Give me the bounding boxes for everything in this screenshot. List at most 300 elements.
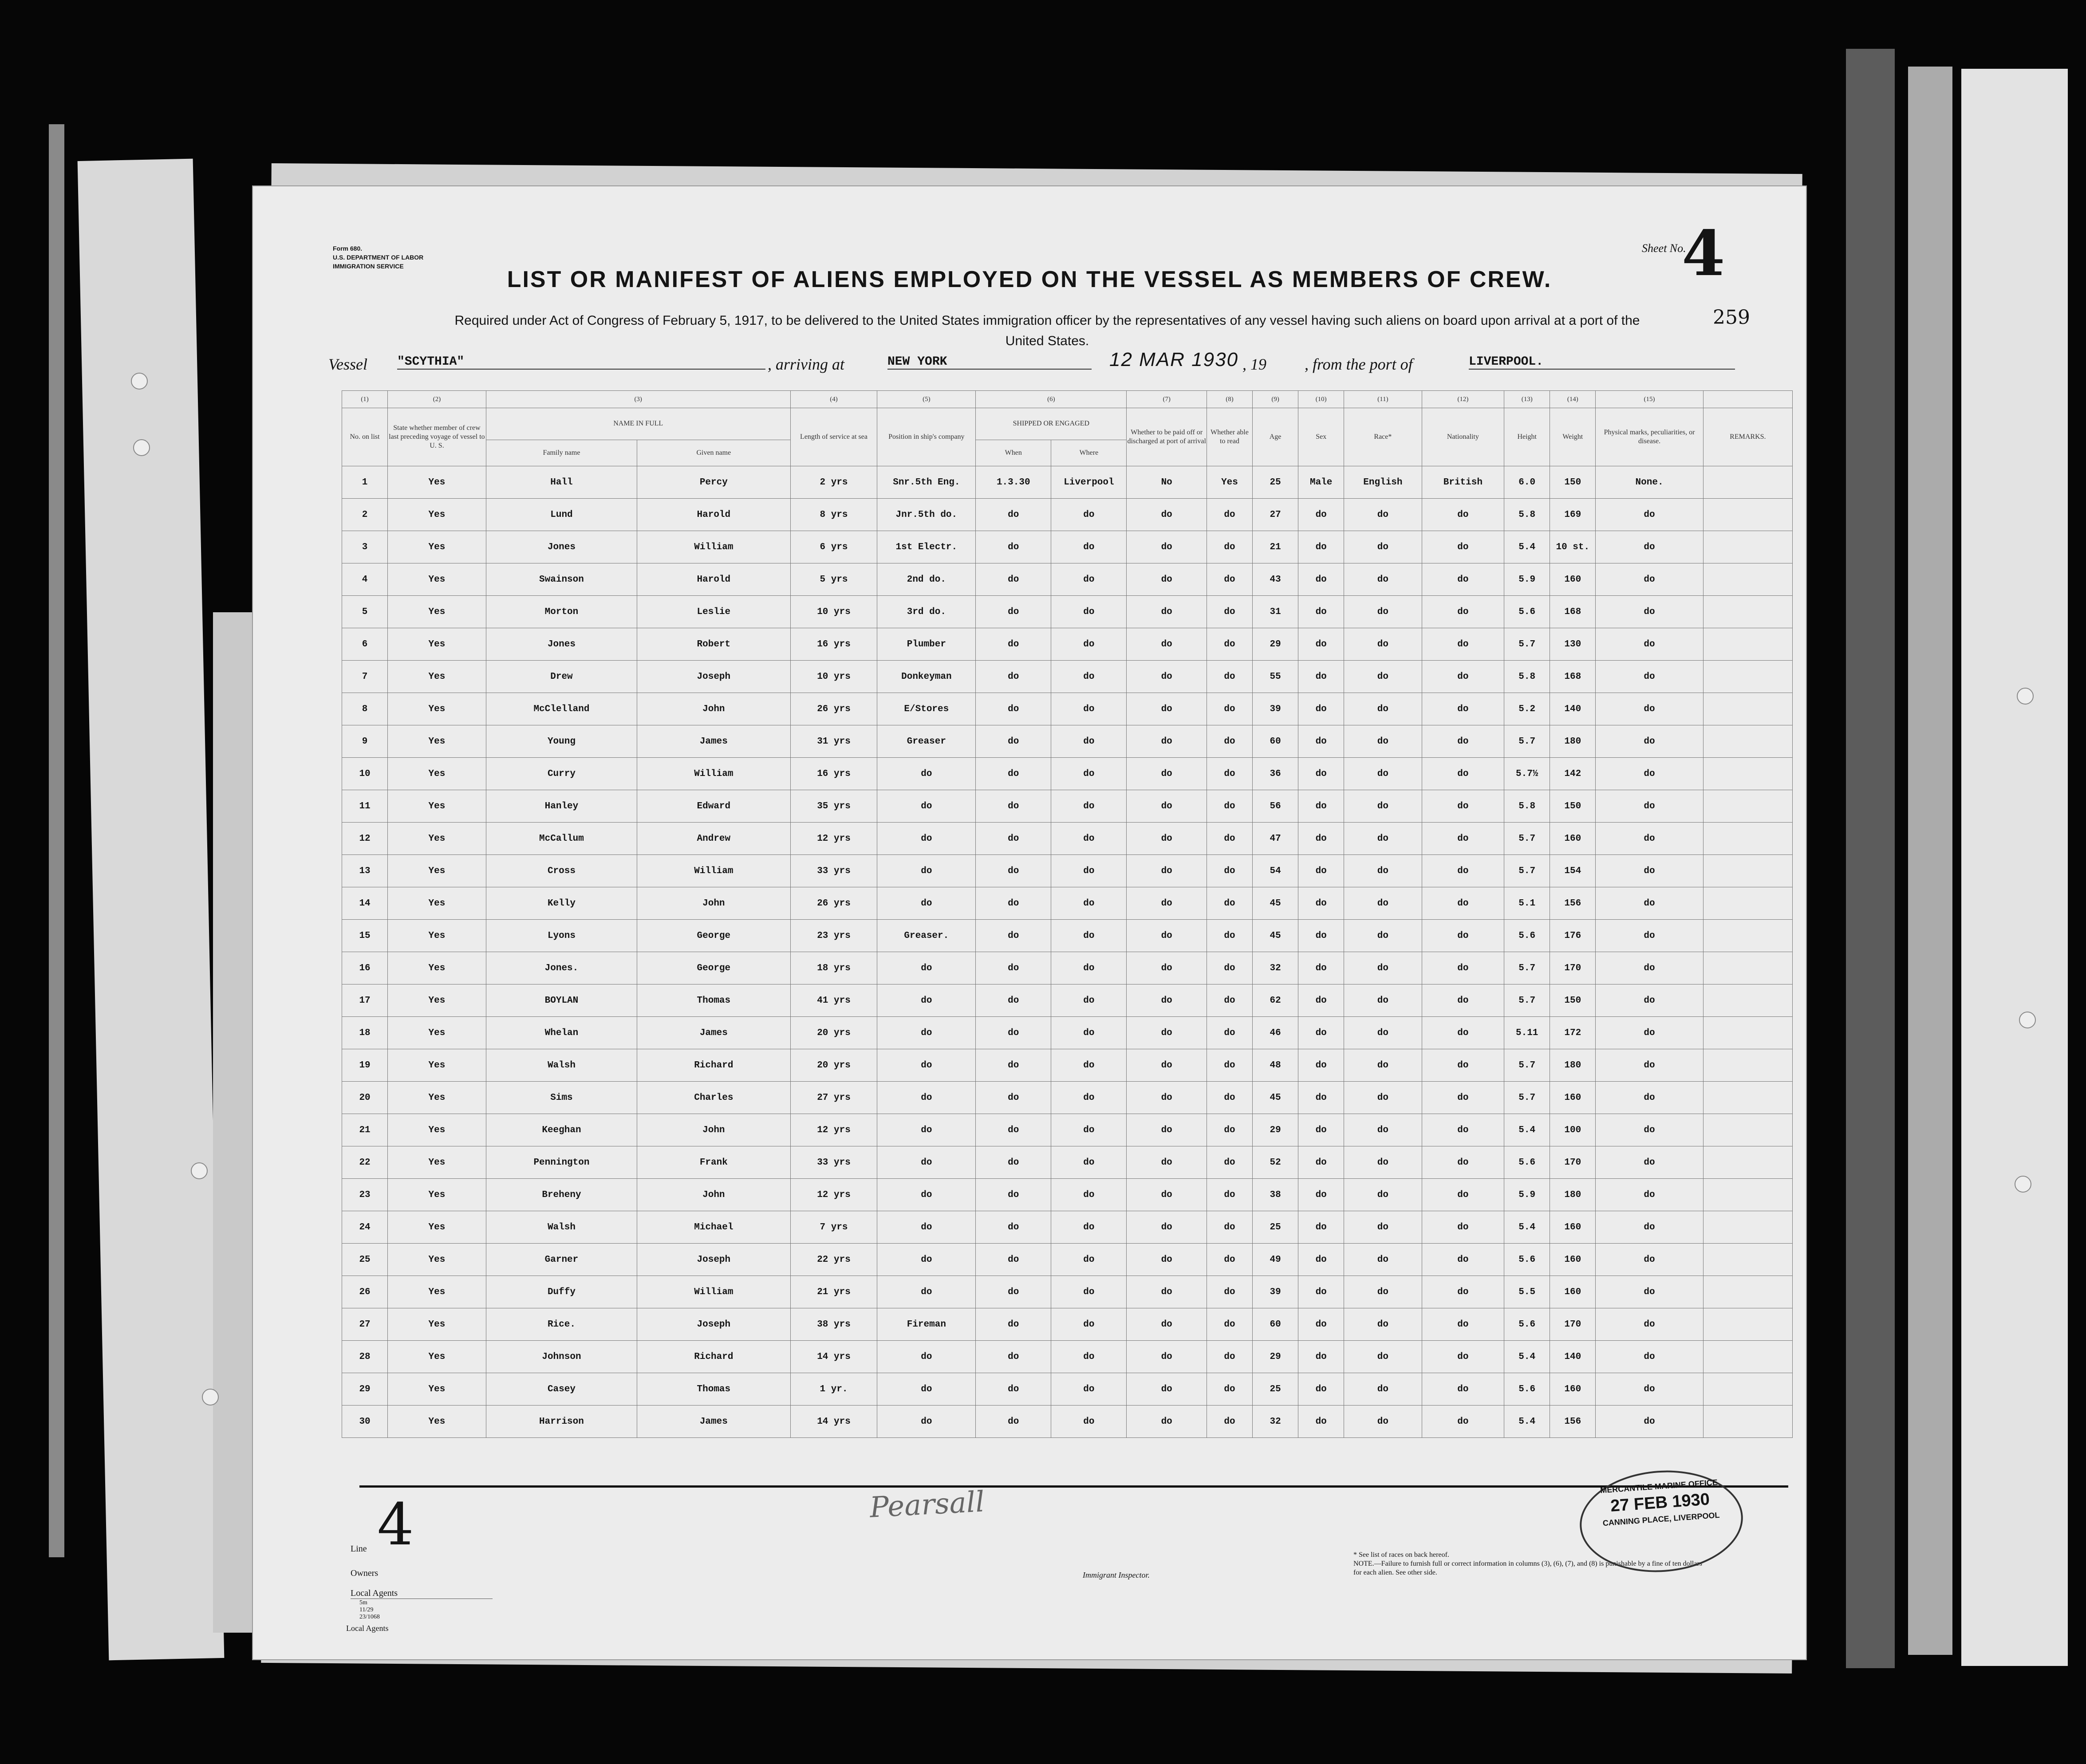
row-number: 11 <box>342 790 388 823</box>
physical-marks: do <box>1596 693 1703 725</box>
sex: do <box>1298 984 1344 1017</box>
age: 60 <box>1253 1308 1298 1341</box>
punch-hole <box>2019 1012 2036 1028</box>
service-length: 18 yrs <box>790 952 877 984</box>
end-rule <box>359 1485 1788 1488</box>
physical-marks: do <box>1596 855 1703 887</box>
nationality: do <box>1422 1179 1504 1211</box>
race: do <box>1344 596 1422 628</box>
shipped-when: 1.3.30 <box>976 466 1051 499</box>
able-to-read: do <box>1207 790 1252 823</box>
column-number: (5) <box>877 391 976 408</box>
column-header-shipped: SHIPPED OR ENGAGED <box>976 408 1127 440</box>
height: 5.4 <box>1504 1406 1550 1438</box>
physical-marks: do <box>1596 661 1703 693</box>
weight: 176 <box>1550 920 1596 952</box>
family-name: McCallum <box>486 823 637 855</box>
shipped-when: do <box>976 790 1051 823</box>
table-row <box>342 563 1793 596</box>
family-name: Cross <box>486 855 637 887</box>
row-number: 12 <box>342 823 388 855</box>
previous-voyage: Yes <box>388 1373 486 1406</box>
given-name: Charles <box>637 1082 790 1114</box>
sex: do <box>1298 1049 1344 1082</box>
previous-voyage: Yes <box>388 563 486 596</box>
row-number: 9 <box>342 725 388 758</box>
height: 5.6 <box>1504 1244 1550 1276</box>
height: 5.11 <box>1504 1017 1550 1049</box>
previous-voyage: Yes <box>388 790 486 823</box>
family-name: McClelland <box>486 693 637 725</box>
given-name: Percy <box>637 466 790 499</box>
table-row <box>342 466 1793 499</box>
height: 5.8 <box>1504 499 1550 531</box>
agents-label: Local Agents <box>351 1588 493 1599</box>
nationality: do <box>1422 790 1504 823</box>
weight: 160 <box>1550 1276 1596 1308</box>
remarks-cell <box>1703 1146 1792 1179</box>
able-to-read: do <box>1207 1114 1252 1146</box>
physical-marks: do <box>1596 499 1703 531</box>
row-number: 2 <box>342 499 388 531</box>
able-to-read: do <box>1207 1373 1252 1406</box>
nationality: do <box>1422 1373 1504 1406</box>
paid-off: do <box>1127 1276 1207 1308</box>
height: 5.8 <box>1504 661 1550 693</box>
column-number: (10) <box>1298 391 1344 408</box>
race: do <box>1344 661 1422 693</box>
race: do <box>1344 1308 1422 1341</box>
previous-voyage: Yes <box>388 661 486 693</box>
sheet-number: 4 <box>1682 217 1725 290</box>
column-header-marks: Physical marks, peculiarities, or disease. <box>1596 408 1703 466</box>
shipped-where: do <box>1051 1179 1127 1211</box>
nationality: do <box>1422 1244 1504 1276</box>
nationality: do <box>1422 1114 1504 1146</box>
age: 49 <box>1253 1244 1298 1276</box>
shipped-where: do <box>1051 823 1127 855</box>
arriving-label: , arriving at <box>768 355 845 373</box>
race: do <box>1344 758 1422 790</box>
position: do <box>877 1049 976 1082</box>
print-code: 5m 11/29 23/1068 <box>359 1599 380 1620</box>
punch-hole <box>2015 1176 2031 1193</box>
shipped-where: do <box>1051 1049 1127 1082</box>
age: 25 <box>1253 466 1298 499</box>
paid-off: do <box>1127 758 1207 790</box>
column-header-read: Whether able to read <box>1207 408 1252 466</box>
height: 5.6 <box>1504 920 1550 952</box>
shipped-where: do <box>1051 661 1127 693</box>
nationality: do <box>1422 1146 1504 1179</box>
position: do <box>877 790 976 823</box>
sex: do <box>1298 887 1344 920</box>
weight: 170 <box>1550 952 1596 984</box>
column-number: (13) <box>1504 391 1550 408</box>
column-header-name: NAME IN FULL <box>486 408 790 440</box>
paid-off: No <box>1127 466 1207 499</box>
punch-hole <box>133 439 150 456</box>
position: do <box>877 1114 976 1146</box>
shipped-where: do <box>1051 790 1127 823</box>
table-row <box>342 1308 1793 1341</box>
shipped-where: do <box>1051 1017 1127 1049</box>
age: 62 <box>1253 984 1298 1017</box>
weight: 172 <box>1550 1017 1596 1049</box>
nationality: do <box>1422 920 1504 952</box>
height: 5.7 <box>1504 984 1550 1017</box>
column-number-row <box>342 391 1793 408</box>
family-name: Lyons <box>486 920 637 952</box>
sex: do <box>1298 1017 1344 1049</box>
physical-marks: do <box>1596 920 1703 952</box>
row-number: 17 <box>342 984 388 1017</box>
physical-marks: do <box>1596 1049 1703 1082</box>
table-row <box>342 1082 1793 1114</box>
row-number: 29 <box>342 1373 388 1406</box>
stamp-date: 27 FEB 1930 <box>1609 1490 1711 1516</box>
weight: 180 <box>1550 725 1596 758</box>
punch-hole <box>202 1389 219 1406</box>
column-number: (11) <box>1344 391 1422 408</box>
able-to-read: do <box>1207 1179 1252 1211</box>
row-number: 21 <box>342 1114 388 1146</box>
paid-off: do <box>1127 952 1207 984</box>
remarks-cell <box>1703 1017 1792 1049</box>
service-length: 33 yrs <box>790 1146 877 1179</box>
given-name: Leslie <box>637 596 790 628</box>
weight: 150 <box>1550 984 1596 1017</box>
family-name: Whelan <box>486 1017 637 1049</box>
previous-voyage: Yes <box>388 855 486 887</box>
given-name: Harold <box>637 499 790 531</box>
age: 21 <box>1253 531 1298 563</box>
remarks-cell <box>1703 1276 1792 1308</box>
shipped-when: do <box>976 531 1051 563</box>
nationality: do <box>1422 855 1504 887</box>
race: do <box>1344 952 1422 984</box>
shipped-when: do <box>976 499 1051 531</box>
shipped-when: do <box>976 984 1051 1017</box>
shipped-when: do <box>976 1406 1051 1438</box>
service-length: 2 yrs <box>790 466 877 499</box>
able-to-read: do <box>1207 1211 1252 1244</box>
service-length: 31 yrs <box>790 725 877 758</box>
sex: do <box>1298 920 1344 952</box>
age: 39 <box>1253 693 1298 725</box>
shipped-when: do <box>976 1308 1051 1341</box>
weight: 10 st. <box>1550 531 1596 563</box>
previous-voyage: Yes <box>388 920 486 952</box>
sex: do <box>1298 693 1344 725</box>
line-label: Line <box>351 1544 367 1554</box>
crew-table <box>342 390 1793 1438</box>
able-to-read: do <box>1207 725 1252 758</box>
physical-marks: do <box>1596 1341 1703 1373</box>
height: 5.8 <box>1504 790 1550 823</box>
column-header-no: No. on list <box>342 408 388 466</box>
punch-hole <box>2017 688 2034 705</box>
sex: do <box>1298 1373 1344 1406</box>
row-number: 27 <box>342 1308 388 1341</box>
paid-off: do <box>1127 628 1207 661</box>
service-length: 20 yrs <box>790 1049 877 1082</box>
shipped-where: do <box>1051 855 1127 887</box>
given-name: Joseph <box>637 1244 790 1276</box>
remarks-cell <box>1703 1082 1792 1114</box>
nationality: do <box>1422 1308 1504 1341</box>
position: do <box>877 1406 976 1438</box>
crew-rows <box>342 466 1793 1438</box>
position: 1st Electr. <box>877 531 976 563</box>
given-name: William <box>637 758 790 790</box>
height: 5.7 <box>1504 855 1550 887</box>
row-number: 20 <box>342 1082 388 1114</box>
remarks-cell <box>1703 1244 1792 1276</box>
column-header-when: When <box>976 440 1051 466</box>
height: 5.6 <box>1504 1146 1550 1179</box>
column-header-remarks: REMARKS. <box>1703 408 1792 466</box>
nationality: do <box>1422 984 1504 1017</box>
physical-marks: do <box>1596 1373 1703 1406</box>
form-line: IMMIGRATION SERVICE <box>333 263 404 270</box>
family-name: Jones <box>486 531 637 563</box>
position: Snr.5th Eng. <box>877 466 976 499</box>
weight: 160 <box>1550 823 1596 855</box>
previous-voyage: Yes <box>388 1244 486 1276</box>
previous-voyage: Yes <box>388 725 486 758</box>
table-row <box>342 984 1793 1017</box>
previous-voyage: Yes <box>388 1211 486 1244</box>
row-number: 16 <box>342 952 388 984</box>
paid-off: do <box>1127 1179 1207 1211</box>
column-header-weight: Weight <box>1550 408 1596 466</box>
previous-voyage: Yes <box>388 887 486 920</box>
shipped-where: do <box>1051 1341 1127 1373</box>
column-number: (12) <box>1422 391 1504 408</box>
remarks-cell <box>1703 596 1792 628</box>
sex: do <box>1298 1114 1344 1146</box>
column-header-family-name: Family name <box>486 440 637 466</box>
weight: 156 <box>1550 887 1596 920</box>
row-number: 10 <box>342 758 388 790</box>
sex: Male <box>1298 466 1344 499</box>
family-name: Hanley <box>486 790 637 823</box>
service-length: 1 yr. <box>790 1373 877 1406</box>
able-to-read: do <box>1207 661 1252 693</box>
vessel-name: "SCYTHIA" <box>397 355 765 370</box>
row-number: 3 <box>342 531 388 563</box>
remarks-cell <box>1703 531 1792 563</box>
sex: do <box>1298 1406 1344 1438</box>
age: 36 <box>1253 758 1298 790</box>
position: do <box>877 887 976 920</box>
nationality: do <box>1422 1049 1504 1082</box>
service-length: 33 yrs <box>790 855 877 887</box>
agents-label-lower: Local Agents <box>346 1624 389 1633</box>
physical-marks: do <box>1596 1146 1703 1179</box>
given-name: James <box>637 725 790 758</box>
position: Donkeyman <box>877 661 976 693</box>
previous-voyage: Yes <box>388 1341 486 1373</box>
row-number: 1 <box>342 466 388 499</box>
table-row <box>342 1114 1793 1146</box>
family-name: BOYLAN <box>486 984 637 1017</box>
shipped-when: do <box>976 1082 1051 1114</box>
family-name: Pennington <box>486 1146 637 1179</box>
punch-hole <box>191 1162 208 1179</box>
remarks-cell <box>1703 628 1792 661</box>
previous-voyage: Yes <box>388 1406 486 1438</box>
paid-off: do <box>1127 693 1207 725</box>
shipped-where: do <box>1051 1244 1127 1276</box>
service-length: 26 yrs <box>790 693 877 725</box>
paid-off: do <box>1127 661 1207 693</box>
service-length: 26 yrs <box>790 887 877 920</box>
paid-off: do <box>1127 984 1207 1017</box>
sex: do <box>1298 1146 1344 1179</box>
weight: 156 <box>1550 1406 1596 1438</box>
column-number: (7) <box>1127 391 1207 408</box>
nationality: do <box>1422 563 1504 596</box>
age: 43 <box>1253 563 1298 596</box>
vessel-line <box>328 349 1726 382</box>
weight: 168 <box>1550 661 1596 693</box>
family-name: Breheny <box>486 1179 637 1211</box>
previous-voyage: Yes <box>388 531 486 563</box>
given-name: Thomas <box>637 984 790 1017</box>
footnote: * See list of races on back hereof. <box>1353 1551 1449 1559</box>
previous-voyage: Yes <box>388 596 486 628</box>
weight: 160 <box>1550 563 1596 596</box>
row-number: 28 <box>342 1341 388 1373</box>
race: do <box>1344 1049 1422 1082</box>
paid-off: do <box>1127 596 1207 628</box>
table-row <box>342 1341 1793 1373</box>
physical-marks: do <box>1596 758 1703 790</box>
height: 5.9 <box>1504 563 1550 596</box>
column-number: (8) <box>1207 391 1252 408</box>
column-header-sex: Sex <box>1298 408 1344 466</box>
service-length: 16 yrs <box>790 758 877 790</box>
nationality: do <box>1422 693 1504 725</box>
height: 5.4 <box>1504 1211 1550 1244</box>
row-number: 30 <box>342 1406 388 1438</box>
sex: do <box>1298 952 1344 984</box>
physical-marks: do <box>1596 628 1703 661</box>
able-to-read: do <box>1207 596 1252 628</box>
shipped-when: do <box>976 1211 1051 1244</box>
physical-marks: do <box>1596 531 1703 563</box>
column-number: (1) <box>342 391 388 408</box>
paid-off: do <box>1127 1406 1207 1438</box>
race: do <box>1344 790 1422 823</box>
shipped-where: do <box>1051 1373 1127 1406</box>
weight: 169 <box>1550 499 1596 531</box>
shipped-where: do <box>1051 952 1127 984</box>
table-row <box>342 887 1793 920</box>
family-name: Johnson <box>486 1341 637 1373</box>
sex: do <box>1298 823 1344 855</box>
punch-hole <box>131 373 148 390</box>
position: do <box>877 1017 976 1049</box>
paid-off: do <box>1127 790 1207 823</box>
nationality: do <box>1422 725 1504 758</box>
race: do <box>1344 531 1422 563</box>
table-row <box>342 725 1793 758</box>
position: do <box>877 1341 976 1373</box>
table-row <box>342 1406 1793 1438</box>
given-name: Robert <box>637 628 790 661</box>
family-name: Walsh <box>486 1211 637 1244</box>
nationality: British <box>1422 466 1504 499</box>
remarks-cell <box>1703 1179 1792 1211</box>
race: do <box>1344 1276 1422 1308</box>
column-number: (2) <box>388 391 486 408</box>
race: English <box>1344 466 1422 499</box>
shipped-when: do <box>976 1276 1051 1308</box>
arrival-date-stamp: 12 MAR 1930 <box>1109 349 1239 370</box>
table-row <box>342 661 1793 693</box>
age: 52 <box>1253 1146 1298 1179</box>
column-header-position: Position in ship's company <box>877 408 976 466</box>
nationality: do <box>1422 596 1504 628</box>
page-subtitle: Required under Act of Congress of February 5, 1917, to be delivered to the United States immigration officer by the representatives of any vessel having such aliens on board upon arrival at a port of the United States. <box>454 313 1640 348</box>
remarks-cell <box>1703 1406 1792 1438</box>
paper-edge-left <box>78 159 225 1661</box>
row-number: 6 <box>342 628 388 661</box>
sex: do <box>1298 1341 1344 1373</box>
physical-marks: do <box>1596 790 1703 823</box>
height: 5.7 <box>1504 952 1550 984</box>
table-row <box>342 920 1793 952</box>
row-number: 7 <box>342 661 388 693</box>
remarks-cell <box>1703 1341 1792 1373</box>
service-length: 16 yrs <box>790 628 877 661</box>
family-name: Swainson <box>486 563 637 596</box>
family-name: Sims <box>486 1082 637 1114</box>
age: 32 <box>1253 1406 1298 1438</box>
row-number: 5 <box>342 596 388 628</box>
paid-off: do <box>1127 1017 1207 1049</box>
position: do <box>877 1082 976 1114</box>
shipped-where: do <box>1051 725 1127 758</box>
shipped-when: do <box>976 1049 1051 1082</box>
weight: 160 <box>1550 1373 1596 1406</box>
previous-voyage: Yes <box>388 499 486 531</box>
physical-marks: do <box>1596 1082 1703 1114</box>
given-name: John <box>637 1179 790 1211</box>
column-header-age: Age <box>1253 408 1298 466</box>
shipped-where: do <box>1051 1114 1127 1146</box>
race: do <box>1344 499 1422 531</box>
inspector-label: Immigrant Inspector. <box>1083 1571 1150 1579</box>
shipped-where: do <box>1051 628 1127 661</box>
position: Greaser <box>877 725 976 758</box>
shipped-when: do <box>976 823 1051 855</box>
shipped-when: do <box>976 725 1051 758</box>
previous-voyage: Yes <box>388 952 486 984</box>
service-length: 10 yrs <box>790 596 877 628</box>
given-name: Andrew <box>637 823 790 855</box>
shipped-where: do <box>1051 758 1127 790</box>
previous-voyage: Yes <box>388 1179 486 1211</box>
able-to-read: do <box>1207 1341 1252 1373</box>
age: 60 <box>1253 725 1298 758</box>
service-length: 22 yrs <box>790 1244 877 1276</box>
column-number: (9) <box>1253 391 1298 408</box>
age: 38 <box>1253 1179 1298 1211</box>
